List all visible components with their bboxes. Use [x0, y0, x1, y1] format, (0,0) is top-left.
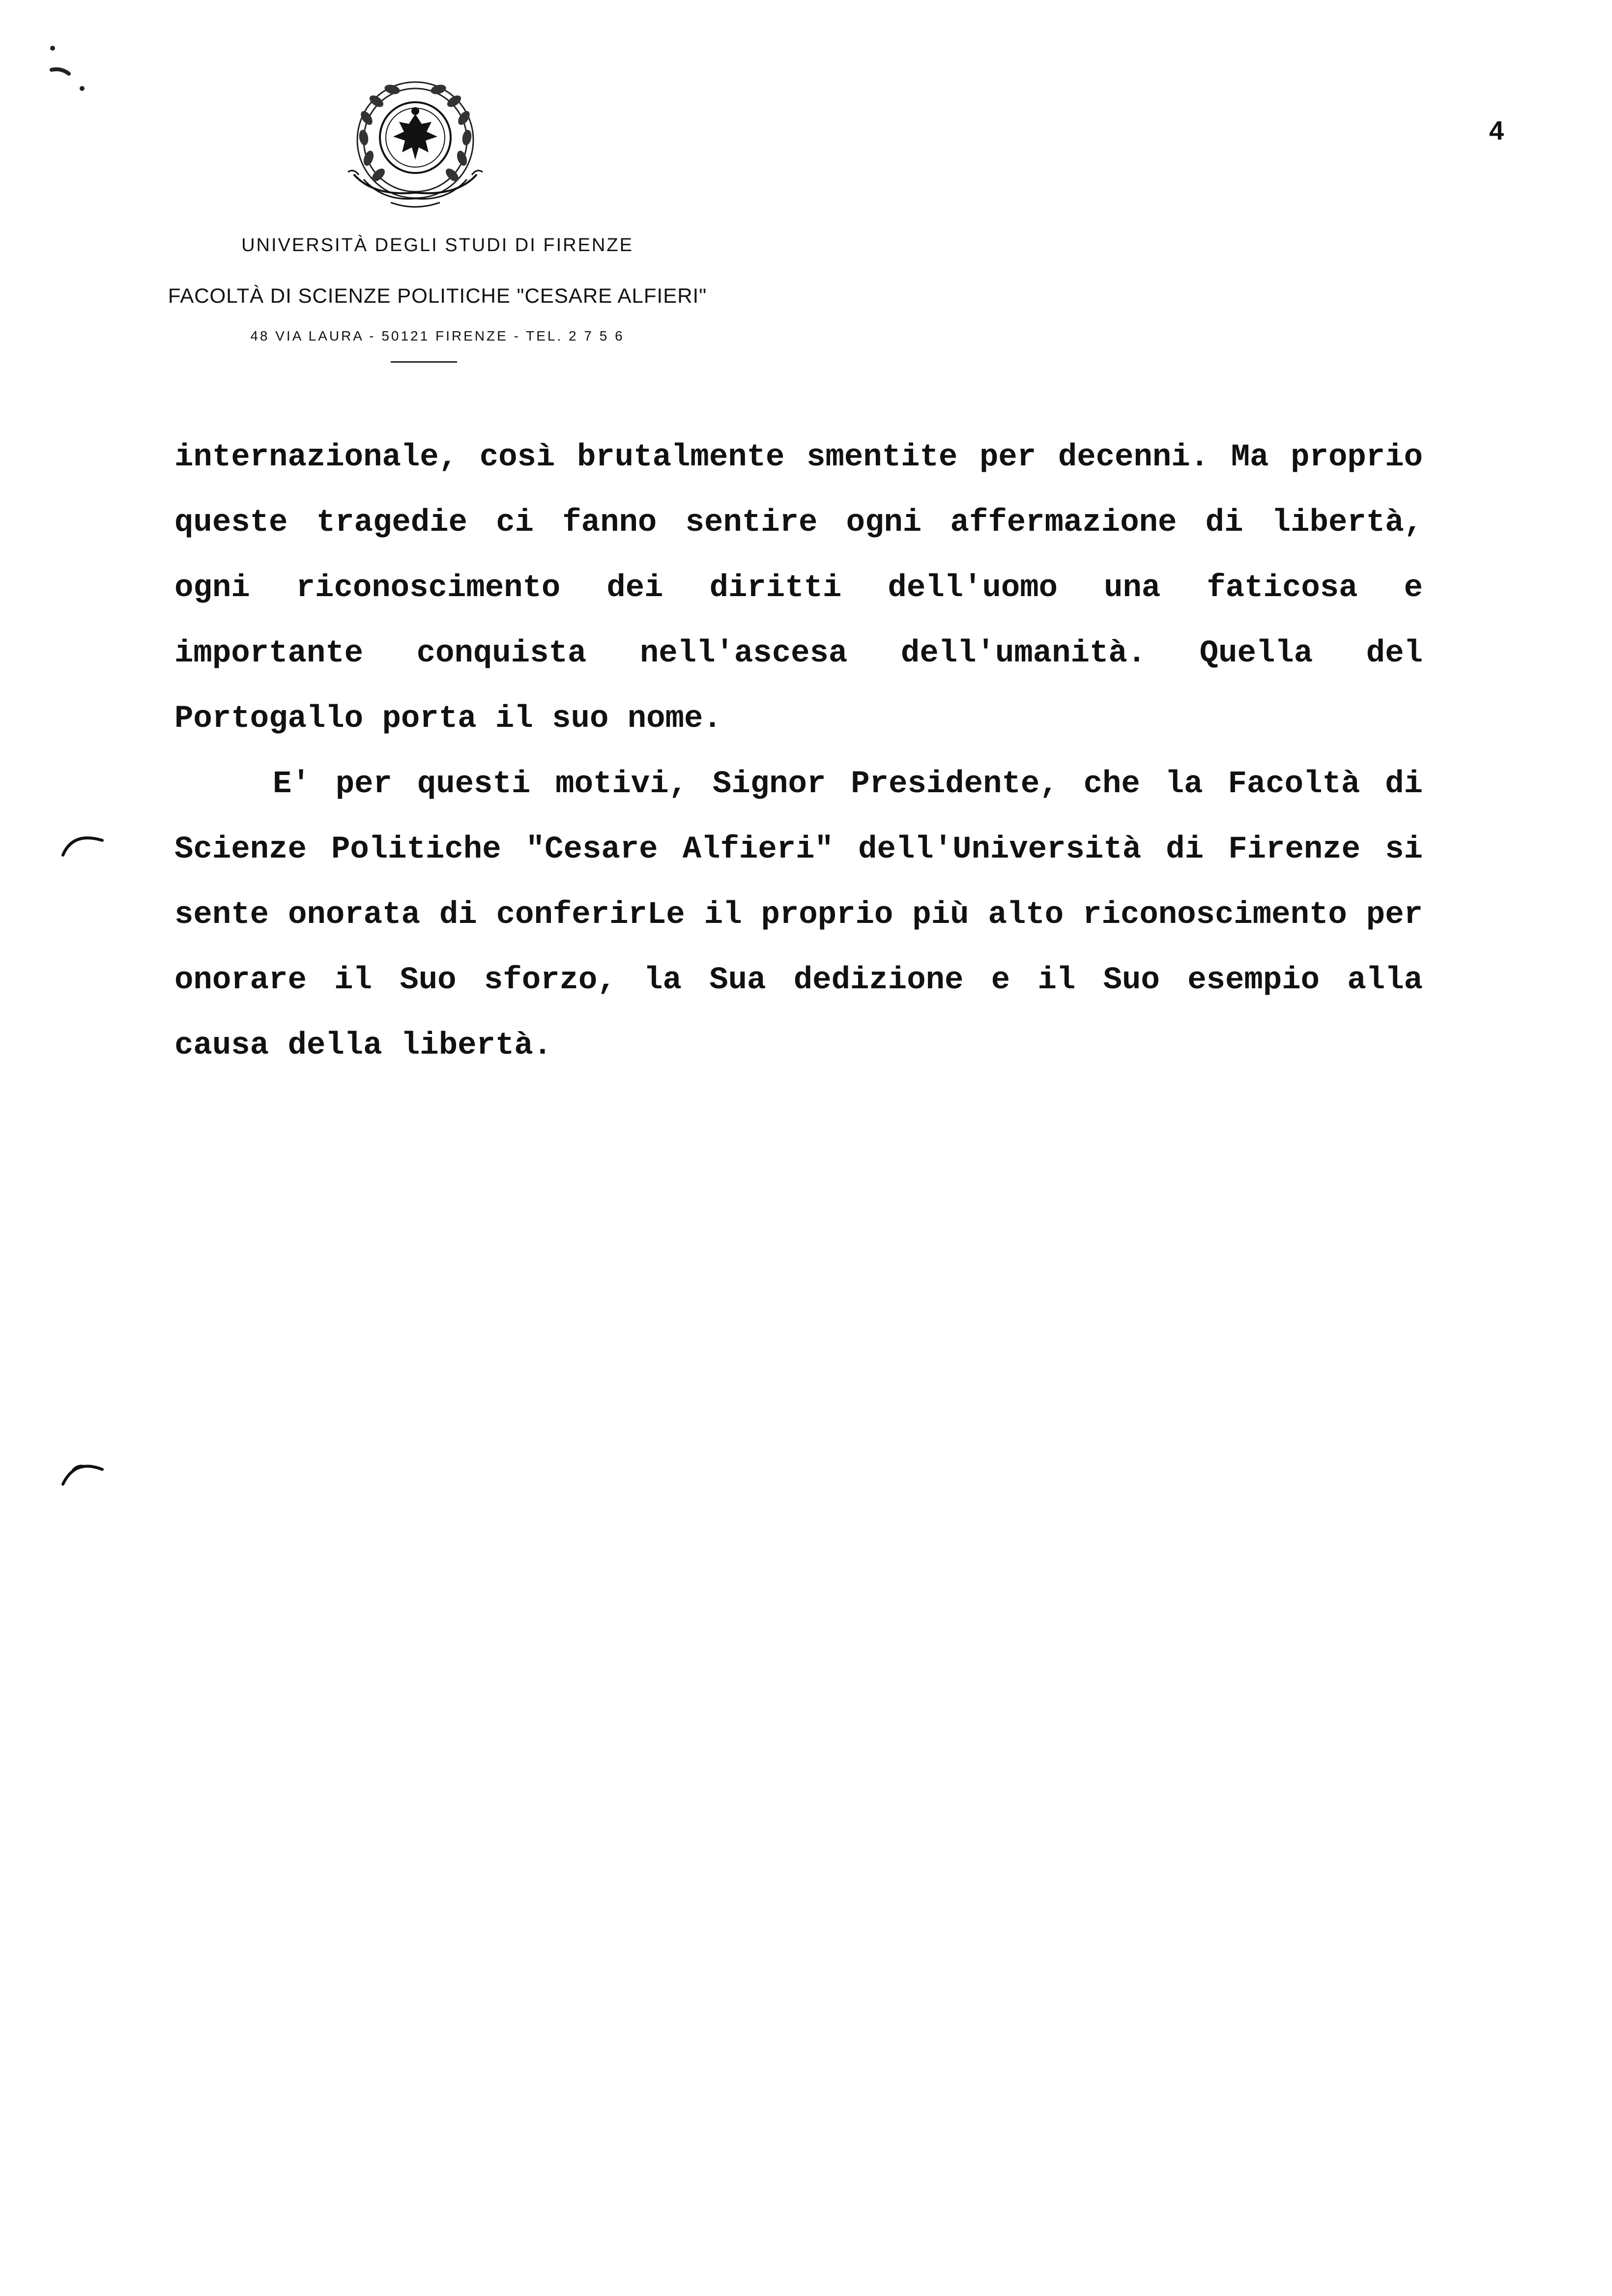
page-number: 4 — [1489, 116, 1504, 145]
letterhead-divider — [391, 361, 457, 363]
letter-body — [174, 425, 1423, 1079]
body-paragraph-2: E' per questi motivi, Signor Presidente, che la Facoltà di Scienze Politiche "Cesare Alfieri" dell'Università di Firenze si sente onorata di conferirLe il proprio più alto riconoscimento per onorare il Suo sforzo, la Sua dedizione e il Suo esempio alla causa della libertà. — [174, 767, 1423, 1063]
letterhead-university: UNIVERSITÀ DEGLI STUDI DI FIRENZE — [241, 235, 633, 256]
letterhead — [93, 79, 781, 383]
punch-hole-mark-upper — [58, 826, 107, 860]
body-paragraph-1: internazionale, così brutalmente smentite per decenni. Ma proprio queste tragedie ci fanno sentire ogni affermazione di libertà, ogni riconoscimento dei diritti dell'uomo una faticosa e importante conquista nell'ascesa dell'umanità. Quella del Portogallo porta il suo nome. — [174, 440, 1423, 737]
university-seal-icon — [344, 79, 487, 211]
letterhead-address: 48 VIA LAURA - 50121 FIRENZE - TEL. 2 7 5 6 — [250, 328, 625, 344]
letterhead-faculty: FACOLTÀ DI SCIENZE POLITICHE "CESARE ALFIERI" — [168, 284, 707, 307]
scan-speck-mark — [47, 39, 96, 98]
punch-hole-mark-lower — [58, 1455, 107, 1489]
